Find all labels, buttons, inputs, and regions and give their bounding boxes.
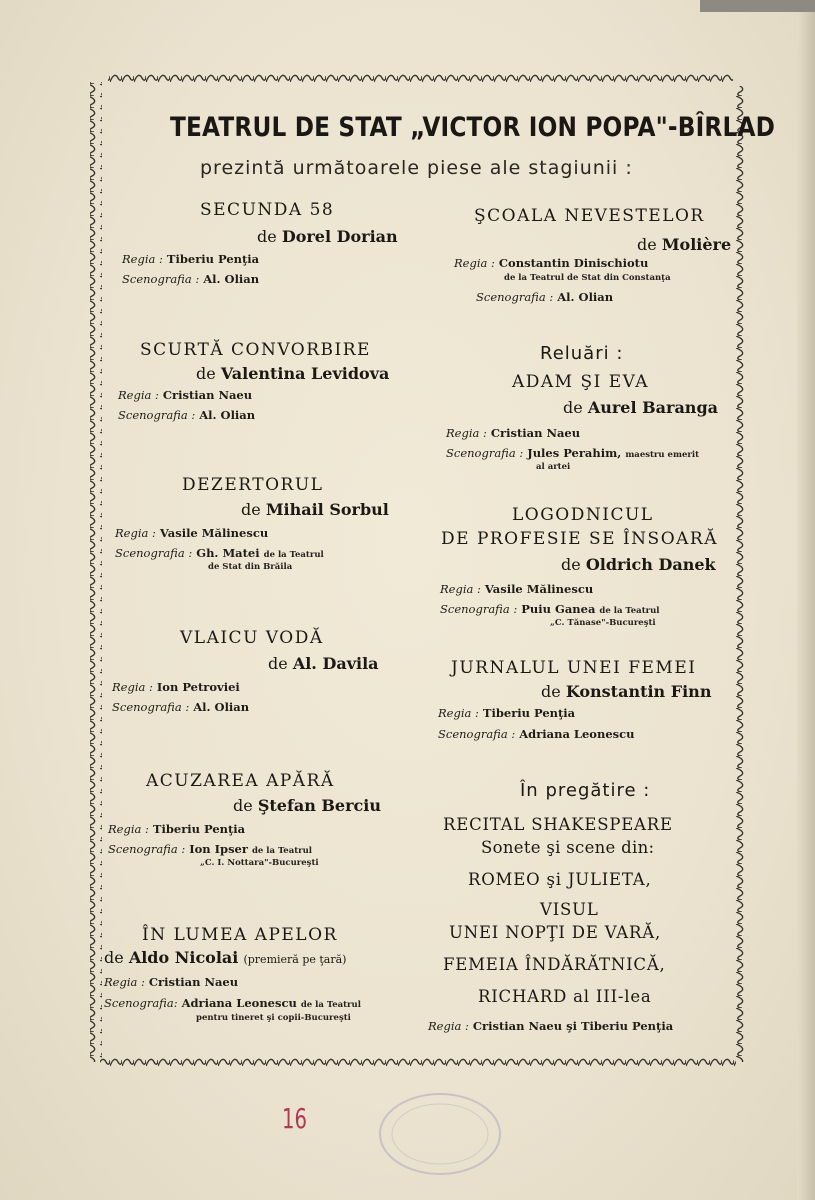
play-title: ACUZAREA APĂRĂ: [146, 771, 335, 791]
upcoming-line: Sonete şi scene din:: [481, 838, 655, 857]
director-credit: Regia : Tiberiu Penţia: [122, 252, 260, 266]
scenography-credit: Scenografia : Al. Olian: [112, 700, 250, 714]
play-author: de Mihail Sorbul: [241, 500, 389, 519]
page-number: 16: [282, 1102, 307, 1135]
director-credit: Regia : Cristian Naeu: [118, 388, 253, 402]
upcoming-line: RICHARD al III-lea: [478, 987, 652, 1006]
play-author: de Aurel Baranga: [563, 398, 718, 417]
theatre-title: TEATRUL DE STAT „VICTOR ION POPA"-BÎRLAD: [170, 112, 776, 143]
theatre-note: „C. Tănase"-Bucureşti: [550, 618, 656, 628]
director-credit: Regia : Vasile Mălinescu: [115, 526, 269, 540]
director-credit: Regia : Ion Petroviei: [112, 680, 240, 694]
play-title: VLAICU VODĂ: [180, 628, 324, 648]
scenography-credit: Scenografia : Al. Olian: [118, 408, 256, 422]
upcoming-heading: În pregătire :: [520, 780, 651, 801]
play-author: de Aldo Nicolai (premieră pe ţară): [104, 948, 347, 967]
play-author: de Konstantin Finn: [541, 682, 712, 701]
director-credit: Regia : Cristian Naeu şi Tiberiu Penţia: [428, 1019, 674, 1033]
theatre-note: de Stat din Brăila: [208, 562, 293, 572]
theatre-note: de la Teatrul de Stat din Constanţa: [504, 273, 671, 283]
scenography-credit: Scenografia : Puiu Ganea de la Teatrul: [440, 602, 660, 616]
library-stamp: [375, 1090, 505, 1178]
director-credit: Regia : Tiberiu Penţia: [108, 822, 246, 836]
play-author: de Valentina Levidova: [196, 364, 390, 383]
scenography-credit: Scenografia : Ion Ipser de la Teatrul: [108, 842, 313, 856]
page-edge: [797, 0, 815, 1200]
play-title: ADAM ŞI EVA: [512, 372, 650, 392]
scenography-credit: Scenografia : Al. Olian: [476, 290, 614, 304]
director-credit: Regia : Tiberiu Penţia: [438, 706, 576, 720]
scenography-credit: Scenografia : Gh. Matei de la Teatrul: [115, 546, 324, 560]
director-credit: Regia : Constantin Dinischiotu: [454, 256, 649, 270]
play-title: SCURTĂ CONVORBIRE: [140, 340, 371, 360]
scenography-credit: Scenografia : Jules Perahim, maestru emerit: [446, 446, 699, 460]
play-title: DEZERTORUL: [182, 475, 324, 495]
theatre-note: „C. I. Nottara"-Bucureşti: [200, 858, 319, 868]
reprises-heading: Reluări :: [540, 343, 624, 364]
theatre-note: pentru tineret şi copii-Bucureşti: [196, 1013, 351, 1023]
upcoming-line: VISUL: [540, 900, 599, 919]
play-title: JURNALUL UNEI FEMEI: [451, 658, 697, 678]
director-credit: Regia : Cristian Naeu: [104, 975, 239, 989]
director-credit: Regia : Cristian Naeu: [446, 426, 581, 440]
upcoming-line: FEMEIA ÎNDĂRĂTNICĂ,: [443, 955, 666, 974]
upcoming-line: ROMEO şi JULIETA,: [468, 870, 652, 889]
play-title: SECUNDA 58: [200, 200, 335, 220]
scenography-credit: Scenografia : Adriana Leonescu: [438, 727, 635, 741]
play-title: LOGODNICUL: [512, 505, 654, 525]
play-title: ÎN LUMEA APELOR: [142, 925, 338, 945]
upcoming-line: RECITAL SHAKESPEARE: [443, 815, 673, 834]
director-credit: Regia : Vasile Mălinescu: [440, 582, 594, 596]
upcoming-line: UNEI NOPŢI DE VARĂ,: [449, 923, 661, 942]
play-author: de Al. Davila: [268, 654, 379, 673]
play-author: de Oldrich Danek: [561, 555, 716, 574]
play-title: ŞCOALA NEVESTELOR: [474, 206, 705, 226]
play-author: de Ştefan Berciu: [233, 796, 381, 815]
page-edge-top: [700, 0, 815, 12]
scenography-credit: Scenografia : Al. Olian: [122, 272, 260, 286]
title-note: al artei: [536, 462, 571, 472]
play-author: de Dorel Dorian: [257, 227, 398, 246]
season-subtitle: prezintă următoarele piese ale stagiunii :: [200, 157, 633, 179]
scenography-credit: Scenografia: Adriana Leonescu de la Teatrul: [104, 996, 361, 1010]
play-title-line2: DE PROFESIE SE ÎNSOARĂ: [441, 529, 718, 549]
play-author: de Molière: [637, 235, 732, 254]
